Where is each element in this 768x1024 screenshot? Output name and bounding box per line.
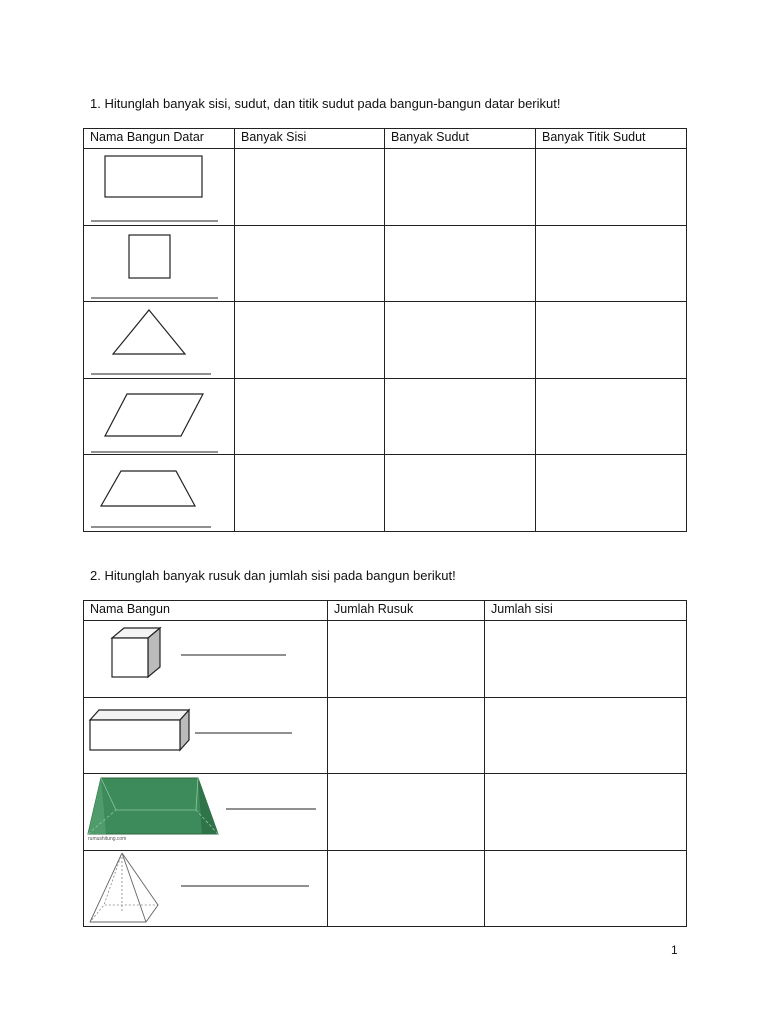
cuboid-solid [84,698,328,774]
table-row [84,850,687,927]
flat-shapes-table [83,128,687,532]
triangle-shape [84,302,234,378]
header-edges: Jumlah Rusuk [328,601,485,621]
table-row [84,621,687,698]
table-header-row [84,129,687,149]
table-row [84,225,687,302]
header-solid-name: Nama Bangun [84,601,328,621]
answer-cell[interactable] [328,774,485,851]
table-row [84,455,687,532]
answer-cell[interactable] [485,850,687,927]
cube-solid [84,621,328,697]
table-row [84,149,687,226]
answer-cell[interactable] [536,455,687,532]
solid-shapes-table [83,600,687,927]
header-sides: Banyak Sisi [235,129,385,149]
question-1-text: 1. Hitunglah banyak sisi, sudut, dan titik sudut pada bangun-bangun datar berikut! [90,96,561,111]
rectangle-shape [84,149,234,225]
table-header-row [84,601,687,621]
answer-cell[interactable] [385,378,536,455]
header-vertices: Banyak Titik Sudut [536,129,687,149]
answer-cell[interactable] [485,774,687,851]
table-row [84,302,687,379]
answer-cell[interactable] [536,225,687,302]
answer-cell[interactable] [385,149,536,226]
header-shape-name: Nama Bangun Datar [84,129,235,149]
answer-cell[interactable] [485,697,687,774]
answer-cell[interactable] [385,225,536,302]
table-row [84,378,687,455]
answer-cell[interactable] [235,149,385,226]
answer-cell[interactable] [536,378,687,455]
answer-cell[interactable] [385,302,536,379]
question-2-text: 2. Hitunglah banyak rusuk dan jumlah sisi pada bangun berikut! [90,568,456,583]
answer-cell[interactable] [328,621,485,698]
page-number: 1 [671,943,678,957]
table-row [84,697,687,774]
trapezoid-shape [84,455,234,531]
answer-cell[interactable] [536,302,687,379]
answer-cell[interactable] [235,225,385,302]
image-caption: rumushitung.com [88,836,127,842]
parallelogram-shape [84,379,234,455]
answer-cell[interactable] [328,697,485,774]
table-row [84,774,687,851]
pyramid-solid [84,851,328,927]
square-shape [84,226,234,302]
answer-cell[interactable] [235,455,385,532]
answer-cell[interactable] [235,378,385,455]
answer-cell[interactable] [385,455,536,532]
header-faces: Jumlah sisi [485,601,687,621]
answer-cell[interactable] [328,850,485,927]
header-angles: Banyak Sudut [385,129,536,149]
answer-cell[interactable] [235,302,385,379]
answer-cell[interactable] [485,621,687,698]
answer-cell[interactable] [536,149,687,226]
